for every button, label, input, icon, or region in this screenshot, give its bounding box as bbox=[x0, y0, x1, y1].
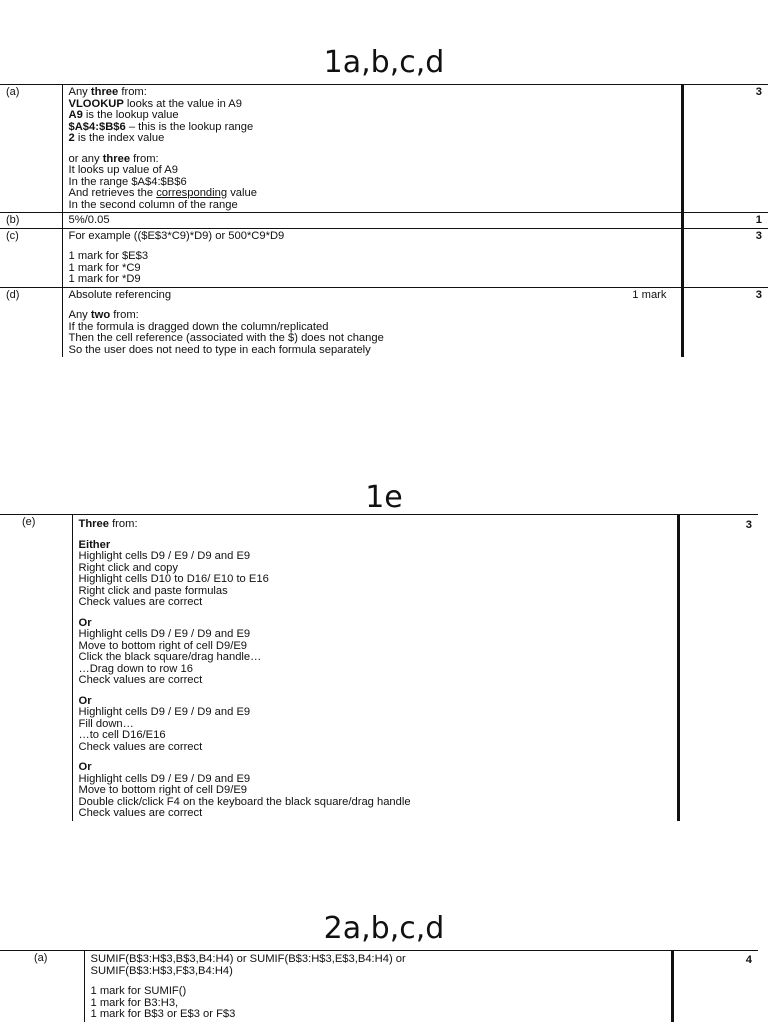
table-row-1c bbox=[0, 228, 768, 287]
question-label: (c) bbox=[0, 228, 62, 287]
question-label: (a) bbox=[0, 85, 62, 213]
marks-cell: 1 bbox=[682, 213, 768, 229]
markscheme-table-1e bbox=[0, 514, 758, 821]
table-row-1a bbox=[0, 85, 768, 213]
section-heading-1abcd: 1a,b,c,d bbox=[323, 45, 445, 80]
table-row-1e bbox=[0, 515, 758, 821]
marks-cell: 3 bbox=[682, 85, 768, 213]
question-label: (b) bbox=[0, 213, 62, 229]
question-label: (e) bbox=[0, 515, 72, 821]
answer-cell: Any three from: VLOOKUP looks at the value in A9 A9 is the lookup value $A$4:$B$6 – this is the lookup range 2 is the index value or any three from: It looks up value of A9 In the range $A$4:$B$6 And retrieves the corresponding value In the second column of the range bbox=[62, 85, 682, 213]
answer-cell: For example (($E$3*C9)*D9) or 500*C9*D9 1 mark for $E$3 1 mark for *C9 1 mark for *D9 bbox=[62, 228, 682, 287]
answer-cell: 5%/0.05 bbox=[62, 213, 682, 229]
answer-cell: 1 mark Absolute referencing Any two from: If the formula is dragged down the column/replicated Then the cell reference (associated with the $) does not change So the user does not need to type in each formula separately bbox=[62, 287, 682, 357]
section-heading-2abcd: 2a,b,c,d bbox=[323, 911, 445, 946]
inline-mark: 1 mark bbox=[632, 288, 667, 301]
answer-cell: Three from: Either Highlight cells D9 / E9 / D9 and E9 Right click and copy Highlight cells D10 to D16/ E10 to E16 Right click and paste formulas Check values are correct Or Highlight cells D9 / E9 / D9 and E9 Move to bottom right of cell D9/E9 Click the black square/drag handle… …Drag down to row 16 Check values are correct Or Highlight cells D9 / E9 / D9 and E9 Fill down… …to cell D16/E16 Check values are correct Or Highlight cells D9 / E9 / D9 and E9 Move to bottom right of cell D9/E9 Double click/click F4 on the keyboard the black square/drag handle Check values are correct bbox=[72, 515, 678, 821]
question-label: (d) bbox=[6, 288, 20, 301]
section-heading-1e: 1e bbox=[365, 480, 403, 515]
marks-cell: 4 bbox=[672, 951, 758, 1022]
answer-cell: SUMIF(B$3:H$3,B$3,B4:H4) or SUMIF(B$3:H$3,E$3,B4:H4) or SUMIF(B$3:H$3,F$3,B4:H4) 1 mark for SUMIF() 1 mark for B3:H3, 1 mark for B$3 or E$3 or F$3 bbox=[84, 951, 672, 1022]
marks-cell: 3 bbox=[678, 515, 758, 821]
markscheme-table-2abcd bbox=[0, 950, 758, 1022]
table-row-1d bbox=[0, 287, 768, 357]
marks-cell: 3 bbox=[682, 228, 768, 287]
markscheme-table-1abcd bbox=[0, 84, 768, 357]
question-label: (a) bbox=[0, 951, 84, 1022]
table-row-2a bbox=[0, 951, 758, 1022]
marks-cell: 3 bbox=[682, 287, 768, 357]
table-row-1b bbox=[0, 213, 768, 229]
